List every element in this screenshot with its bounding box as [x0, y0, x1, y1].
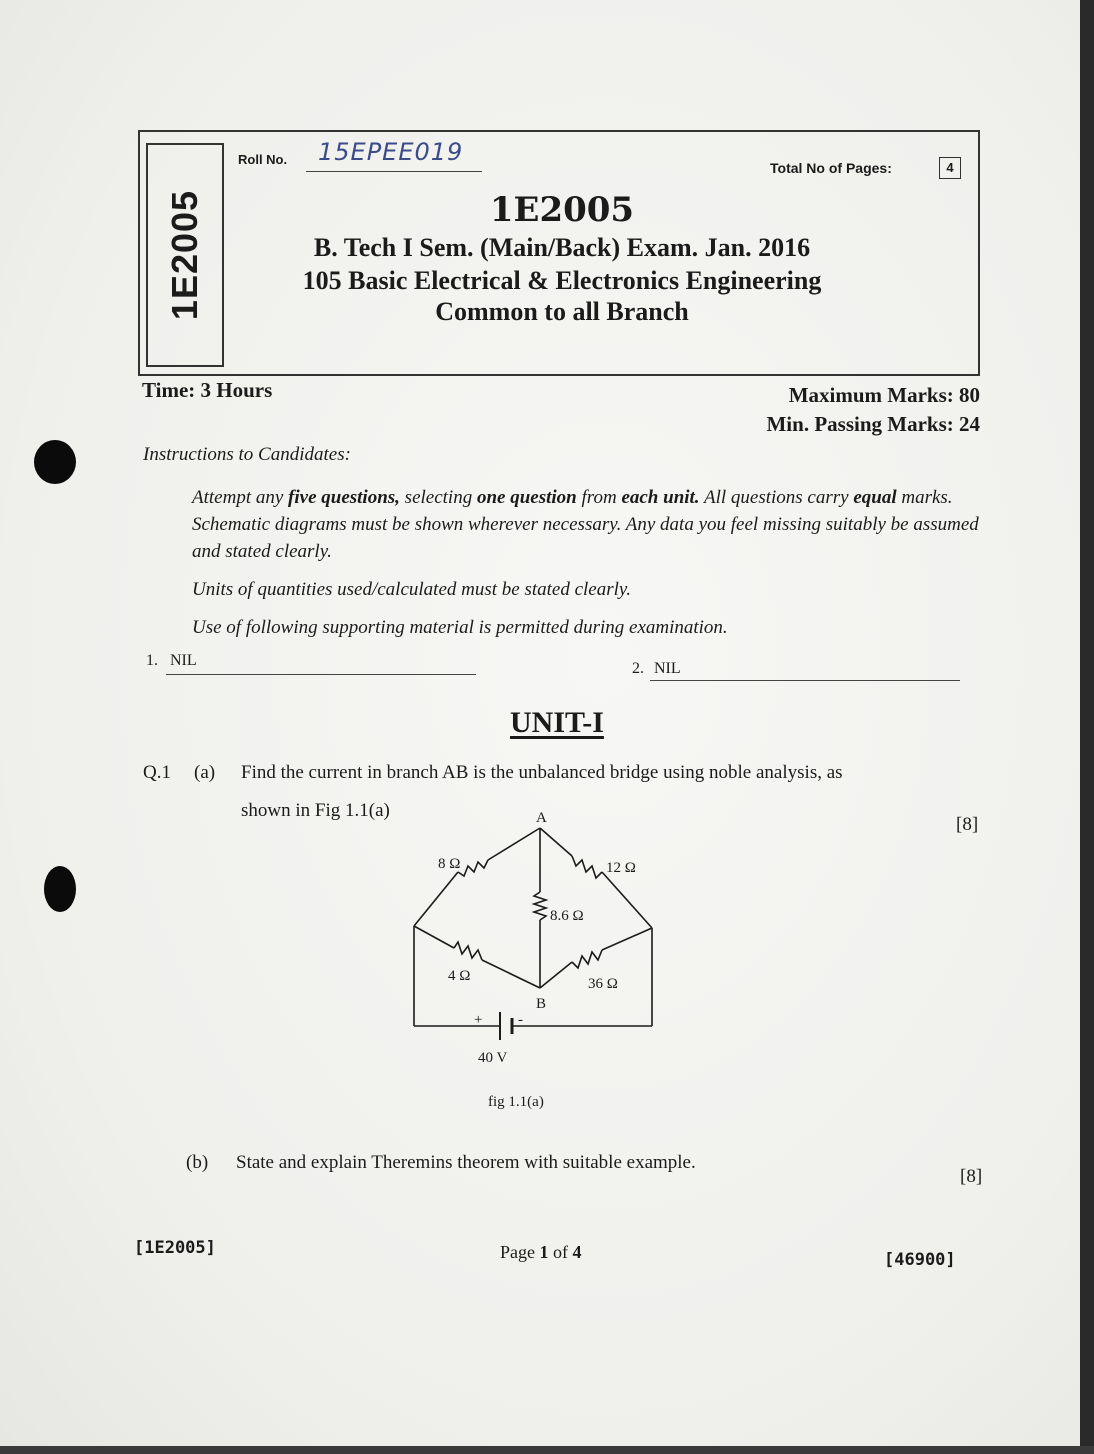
wire-right-b-right [602, 928, 652, 950]
resistor-12-ohm [572, 856, 602, 878]
question-part-a-text-line1: Find the current in branch AB is the unbalanced bridge using noble analysis, as [241, 762, 843, 783]
material-2-line [650, 680, 960, 681]
unit-heading: UNIT-I [510, 706, 604, 739]
instructions-paragraph-1: Attempt any five questions, selecting one question from each unit. All questions carry equal marks. Schematic diagrams must be shown wherever necessary. Any data you feel missing suitably be assumed and stated clearly. [192, 487, 979, 562]
bridge-circuit-figure [400, 800, 680, 1120]
label-8-ohm: 8 Ω [438, 856, 461, 872]
time-allowed: Time: 3 Hours [142, 378, 273, 402]
node-a-label: A [536, 810, 547, 826]
material-2-value: NIL [654, 660, 681, 677]
resistor-4-ohm [454, 942, 482, 960]
footer-serial-number: [46900] [884, 1250, 956, 1270]
question-part-b-marks: [8] [960, 1166, 983, 1187]
wire-right-b-left [540, 962, 572, 988]
wire-left-b-left [414, 926, 454, 948]
instructions-paragraph-3: Use of following supporting material is permitted during examination. [192, 617, 728, 638]
roll-number-line [306, 171, 482, 172]
punch-hole-top [34, 440, 76, 484]
figure-caption: fig 1.1(a) [488, 1094, 544, 1110]
scan-edge-bottom [0, 1446, 1094, 1454]
label-12-ohm: 12 Ω [606, 860, 636, 876]
min-passing-marks: Min. Passing Marks: 24 [766, 412, 980, 436]
question-part-a-marks: [8] [956, 814, 979, 835]
label-8-6-ohm: 8.6 Ω [550, 908, 584, 924]
battery-plus: + [474, 1012, 483, 1028]
total-pages-value: 4 [939, 157, 961, 179]
material-1-line [166, 674, 476, 675]
branch-line: Common to all Branch [435, 297, 689, 326]
question-part-a-label: (a) [194, 762, 216, 783]
battery-minus: - [518, 1012, 523, 1028]
side-paper-code: 1E2005 [164, 189, 205, 321]
resistor-8-6-ohm [534, 892, 546, 920]
label-4-ohm: 4 Ω [448, 968, 471, 984]
resistor-36-ohm [572, 950, 602, 968]
exam-line: B. Tech I Sem. (Main/Back) Exam. Jan. 2016 [313, 233, 811, 262]
instructions-heading: Instructions to Candidates: [143, 444, 351, 465]
roll-number-handwritten: 15EPEE019 [318, 138, 464, 166]
maximum-marks: Maximum Marks: 80 [788, 383, 980, 407]
punch-hole-bottom [44, 866, 76, 912]
paper-code: 1E2005 [489, 190, 635, 230]
question-part-a-text-line2: shown in Fig 1.1(a) [241, 800, 390, 821]
footer-page-number: Page 1 of 4 [500, 1242, 582, 1262]
question-part-b-text: State and explain Theremins theorem with suitable example. [236, 1152, 696, 1173]
wire-a-right-bottom [602, 872, 652, 928]
resistor-8-ohm [458, 860, 488, 876]
battery-voltage: 40 V [478, 1050, 508, 1066]
question-part-b-label: (b) [186, 1152, 209, 1173]
wire-a-left-bottom [414, 872, 458, 926]
material-2-number: 2. [632, 660, 644, 677]
footer-paper-code: [1E2005] [134, 1238, 216, 1258]
subject-line: 105 Basic Electrical & Electronics Engineering [302, 266, 822, 295]
wire-a-right-top [540, 828, 572, 856]
wire-left-b-right [482, 960, 540, 988]
node-b-label: B [536, 996, 547, 1012]
material-1-number: 1. [146, 652, 158, 669]
label-36-ohm: 36 Ω [588, 976, 618, 992]
question-number: Q.1 [143, 762, 171, 783]
total-pages-label: Total No of Pages: [770, 160, 892, 176]
roll-number-label: Roll No. [238, 152, 288, 167]
instructions-paragraph-2: Units of quantities used/calculated must be stated clearly. [192, 579, 632, 600]
wire-a-left-top [488, 828, 540, 860]
material-1-value: NIL [170, 652, 197, 669]
